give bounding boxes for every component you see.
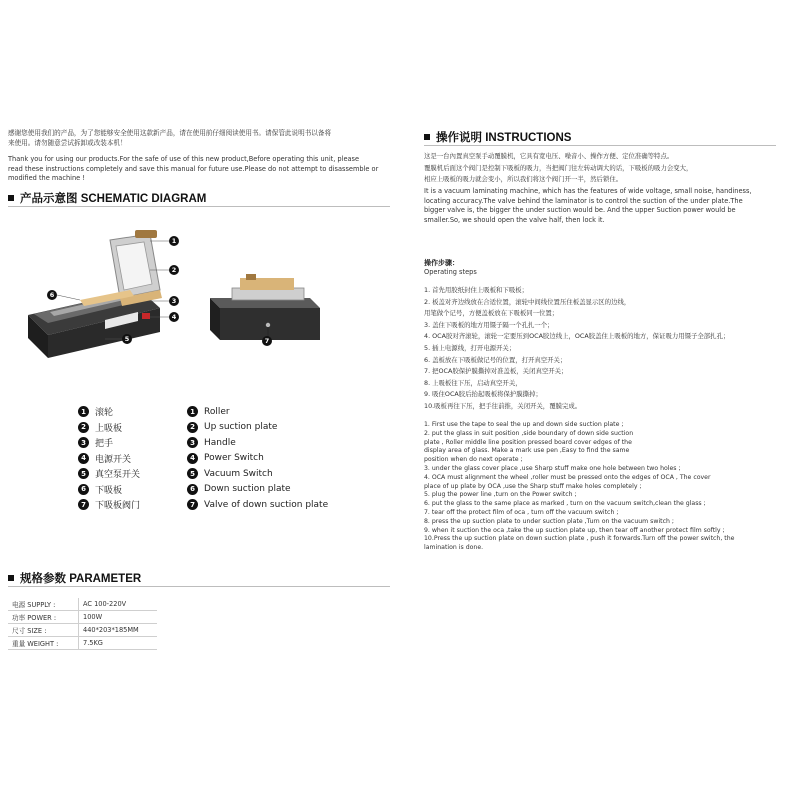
parameter-heading-text: 规格参数 PARAMETER bbox=[20, 573, 142, 585]
step-en: 6. put the glass to the same place as marked , turn on the vacuum switch,clean the glass ; bbox=[424, 500, 706, 508]
number-badge-icon: 7 bbox=[187, 499, 198, 510]
callout-5: 5 bbox=[122, 334, 132, 344]
step-en: 7. tear off the protect film of oca , turn off the vacuum switch ; bbox=[424, 508, 619, 516]
instructions-en-line: smaller.So, we should open the valve half, then lock it. bbox=[424, 215, 605, 224]
table-row bbox=[8, 611, 157, 624]
instructions-en-line: bigger valve is, the bigger the under suction would be. And the upper Suction power would be bbox=[424, 206, 736, 215]
callout-6: 6 bbox=[47, 290, 57, 300]
legend-label: Handle bbox=[204, 437, 236, 448]
step-en: place of up plate by OCA ,use the Sharp stuff make holes completely ; bbox=[424, 482, 642, 490]
number-badge-icon: 1 bbox=[78, 406, 89, 417]
number-badge-icon: 5 bbox=[187, 468, 198, 479]
param-value: 7.5KG bbox=[79, 637, 158, 650]
legend-label: 滚轮 bbox=[95, 408, 114, 419]
divider bbox=[8, 586, 390, 587]
callout-leaders bbox=[0, 0, 400, 400]
legend-item bbox=[78, 451, 140, 467]
legend-item bbox=[187, 466, 328, 482]
param-key: 电源 SUPPLY : bbox=[8, 598, 79, 611]
step-cn: 用笔做个记号，方便盖板放在下吸板同一位置； bbox=[424, 309, 559, 318]
step-en: position when do next operate ; bbox=[424, 456, 523, 464]
legend-en bbox=[187, 404, 328, 513]
step-cn: 9. 吸住OCA胶后抬起吸板将保护膜撕掉； bbox=[424, 390, 542, 399]
step-cn: 2. 板盖对齐边线放在合适位置，滚轮中间线位置压住板盖显示区的边线， bbox=[424, 297, 631, 306]
step-en: display area of glass. Make a mark use pen ,Easy to find the same bbox=[424, 447, 630, 455]
number-badge-icon: 6 bbox=[78, 484, 89, 495]
step-en: lamination is done. bbox=[424, 544, 484, 552]
instructions-cn-line: 覆膜机后面这个阀门是控制下吸板的吸力，当把阀门往左转动调大的话，下吸板的吸力会变大， bbox=[424, 163, 693, 172]
instructions-en-line: It is a vacuum laminating machine, which has the features of wide voltage, small noise, handiness, bbox=[424, 187, 752, 195]
legend-label: 上吸板 bbox=[95, 423, 123, 434]
param-value: 440*203*185MM bbox=[79, 624, 158, 637]
step-en: plate , Roller middle line position pressed board cover edges of the bbox=[424, 438, 632, 446]
number-badge-icon: 3 bbox=[187, 437, 198, 448]
heading-bullet-icon bbox=[424, 134, 430, 140]
steps-cn bbox=[424, 285, 794, 413]
table-row bbox=[8, 624, 157, 637]
step-en: 1. First use the tape to seal the up and down side suction plate ; bbox=[424, 421, 624, 428]
instructions-cn-line: 这是一台內置真空泵手动覆膜机，它具有宽电压、噪音小、操作方便、定位准确等特点。 bbox=[424, 152, 674, 160]
legend-label: Vacuum Switch bbox=[204, 468, 273, 479]
legend-item bbox=[187, 497, 328, 513]
legend-item bbox=[187, 482, 328, 498]
number-badge-icon: 5 bbox=[78, 468, 89, 479]
instructions-en-line: locating accuracy.The valve behind the laminator is to control the suction of the under plate.The bbox=[424, 196, 743, 205]
step-en: 4. OCA must alignment the wheel ,roller must be pressed onto the edges of OCA , The cover bbox=[424, 473, 711, 481]
parameter-heading bbox=[8, 570, 141, 586]
heading-bullet-icon bbox=[8, 575, 14, 581]
param-key: 功率 POWER : bbox=[8, 611, 79, 624]
legend-item bbox=[187, 420, 328, 436]
legend-item bbox=[187, 404, 328, 420]
legend-item bbox=[187, 435, 328, 451]
steps-title-en: Operating steps bbox=[424, 268, 477, 276]
step-cn: 7. 把OCA胶保护膜撕掉对准盖板，关闭真空开关； bbox=[424, 367, 568, 376]
step-en: 2. put the glass in suit position ,side boundary of down side suction bbox=[424, 429, 634, 437]
intro-cn-line: 感谢您使用我们的产品，为了您能够安全使用这款新产品，请在使用前仔细阅读使用书。请保管此说明书以备将 bbox=[8, 129, 332, 137]
divider bbox=[424, 145, 776, 146]
steps-title bbox=[424, 258, 477, 278]
instructions-cn-line: 相应上吸板的吸力就会变小，所以我们将这个阀门开一半，然后锁住。 bbox=[424, 175, 623, 184]
legend-label: Down suction plate bbox=[204, 484, 291, 495]
table-row bbox=[8, 637, 157, 650]
step-en: 10.Press the up suction plate on down suction plate , push it forwards.Turn off the power switch, the bbox=[424, 535, 735, 543]
param-value: 100W bbox=[79, 611, 158, 624]
steps-en bbox=[424, 421, 794, 553]
legend-label: Roller bbox=[204, 406, 230, 417]
number-badge-icon: 4 bbox=[78, 453, 89, 464]
step-cn: 8. 上吸板往下压，启动真空开关， bbox=[424, 378, 522, 387]
legend-label: 真空泵开关 bbox=[95, 470, 141, 481]
number-badge-icon: 2 bbox=[187, 422, 198, 433]
step-cn: 5. 插上电源线，打开电源开关； bbox=[424, 343, 516, 352]
legend-item bbox=[187, 451, 328, 467]
instructions-en bbox=[424, 187, 784, 225]
param-key: 尺寸 SIZE : bbox=[8, 624, 79, 637]
legend-cn bbox=[78, 404, 140, 513]
param-key: 重量 WEIGHT : bbox=[8, 637, 79, 650]
legend-item bbox=[78, 404, 140, 420]
callout-1: 1 bbox=[169, 236, 179, 246]
instructions-cn bbox=[424, 151, 784, 186]
table-row bbox=[8, 598, 157, 611]
legend-label: 把手 bbox=[95, 439, 114, 450]
steps-title-cn: 操作步骤： bbox=[424, 259, 459, 267]
step-cn: 4. OCA胶对齐滚轮，滚轮一定要压到OCA胶边线上，OCA胶盖住上吸板的地方，保证吸力用镊子全部扎孔； bbox=[424, 332, 730, 341]
schematic-heading-text: 产品示意图 SCHEMATIC DIAGRAM bbox=[20, 193, 207, 205]
legend-label: 下吸板 bbox=[95, 485, 123, 496]
callout-4: 4 bbox=[169, 312, 179, 322]
callout-3: 3 bbox=[169, 296, 179, 306]
step-en: 3. under the glass cover place ,use Sharp stuff make one hole between two holes ; bbox=[424, 464, 681, 472]
intro-en-line: read these instructions completely and save this manual for future use.Please do not attempt to disassemble or bbox=[8, 164, 379, 173]
step-en: 9. when it suction the oca ,take the up suction plate up, then tear off another protect film softly ; bbox=[424, 526, 725, 534]
number-badge-icon: 4 bbox=[187, 453, 198, 464]
step-cn: 1. 首先用胶纸封住上吸板和下吸板； bbox=[424, 286, 528, 294]
legend-item bbox=[78, 482, 140, 498]
step-en: 8. press the up suction plate to under suction plate ,Turn on the vacuum switch ; bbox=[424, 517, 674, 525]
param-value: AC 100-220V bbox=[79, 598, 158, 611]
number-badge-icon: 1 bbox=[187, 406, 198, 417]
instructions-heading bbox=[424, 129, 571, 145]
legend-item bbox=[78, 466, 140, 482]
parameter-table bbox=[8, 598, 157, 650]
intro-cn-line: 来使用。请勿随意尝试拆卸或改装本机！ bbox=[8, 138, 127, 147]
legend-item bbox=[78, 420, 140, 436]
callout-7: 7 bbox=[262, 336, 272, 346]
intro-en-line: modified the machine ! bbox=[8, 174, 85, 183]
legend-label: Up suction plate bbox=[204, 422, 278, 433]
step-en: 5. plug the power line ,turn on the Power switch ; bbox=[424, 491, 577, 499]
legend-label: Power Switch bbox=[204, 453, 264, 464]
legend-label: 下吸板阀门 bbox=[95, 501, 141, 512]
step-cn: 10.吸板再往下压，把手往前推，关闭开关，覆膜完成。 bbox=[424, 401, 582, 410]
number-badge-icon: 7 bbox=[78, 499, 89, 510]
legend-label: 电源开关 bbox=[95, 454, 132, 465]
number-badge-icon: 2 bbox=[78, 422, 89, 433]
step-cn: 3. 盖住下吸板的地方用镊子隔一个孔扎一个； bbox=[424, 320, 554, 329]
step-cn: 6. 盖板放在下吸板做记号的位置，打开真空开关； bbox=[424, 355, 567, 364]
number-badge-icon: 6 bbox=[187, 484, 198, 495]
intro-en-line: Thank you for using our products.For the safe of use of this new product,Before operating this unit, please bbox=[8, 155, 360, 163]
callout-2: 2 bbox=[169, 265, 179, 275]
legend-item bbox=[78, 497, 140, 513]
number-badge-icon: 3 bbox=[78, 437, 89, 448]
legend-item bbox=[78, 435, 140, 451]
instructions-heading-text: 操作说明 INSTRUCTIONS bbox=[436, 132, 572, 144]
legend-label: Valve of down suction plate bbox=[204, 499, 329, 510]
